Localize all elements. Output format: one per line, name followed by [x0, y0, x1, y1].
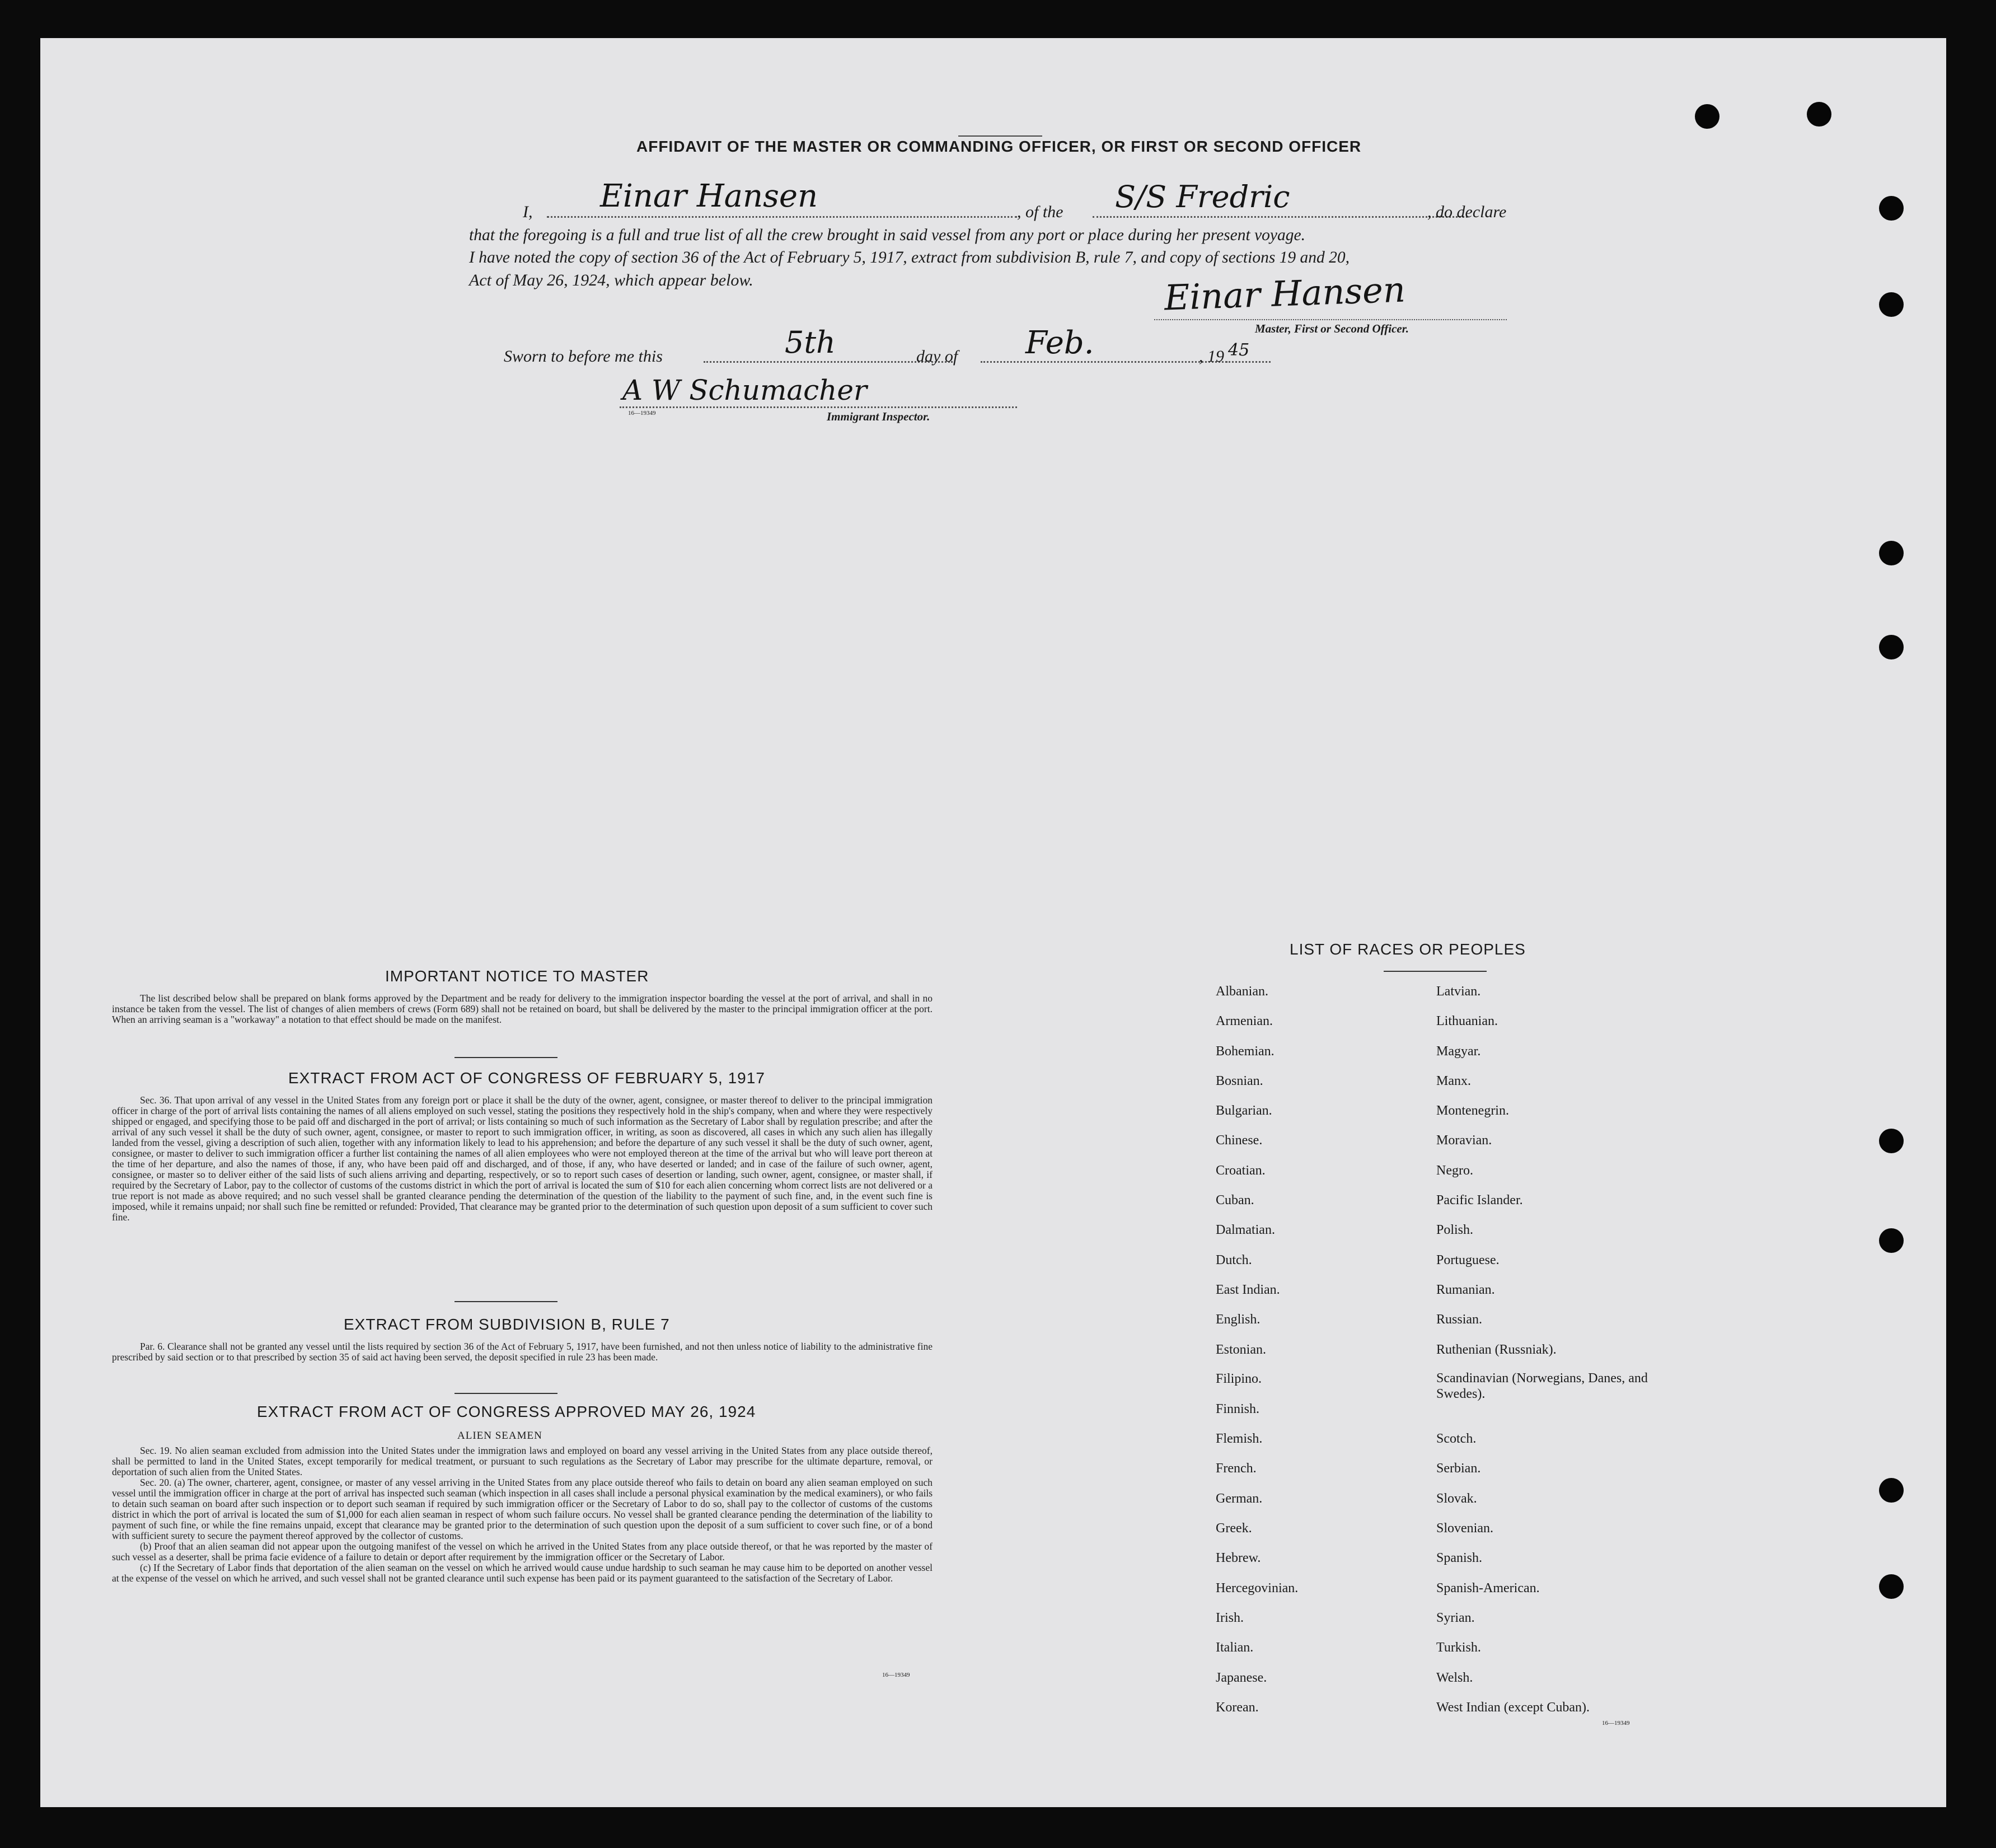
- race-item: Dalmatian.: [1216, 1223, 1275, 1237]
- section-20b-paragraph: (b) Proof that an alien seaman did not appear upon the outgoing manifest of the vessel on which he arrived in the United States from any place outside thereof, or that he was reported by the master of such vessel as a deserter, shall be prima facie evidence of a failure to detain or deport after requirement by the immigration officer or the Secretary of Labor.: [112, 1541, 933, 1562]
- race-item: Turkish.: [1436, 1640, 1481, 1655]
- punch-hole: [1879, 635, 1904, 659]
- race-item: Serbian.: [1436, 1461, 1481, 1476]
- race-item: Cuban.: [1216, 1193, 1254, 1208]
- notice-paragraph: The list described below shall be prepared on blank forms approved by the Department and be ready for delivery to the immigration inspector boarding the vessel at the port of arrival, and shall in no instance be taken from the vessel. The list of changes of alien members of crews (Form 689) shall not be retained on board, but shall be delivered by the master to the principal immigration officer at the port. When an arriving seaman is a "workaway" a notation to that effect should be made on the manifest.: [112, 993, 933, 1025]
- race-item: Hercegovinian.: [1216, 1581, 1299, 1596]
- race-item: Pacific Islander.: [1436, 1193, 1523, 1208]
- race-item: Hebrew.: [1216, 1551, 1261, 1565]
- affidavit-title: AFFIDAVIT OF THE MASTER OR COMMANDING OFFICER, OR FIRST OR SECOND OFFICER: [636, 138, 1362, 155]
- affidavit-line-3: I have noted the copy of section 36 of the Act of February 5, 1917, extract from subdivision B, rule 7, and copy of sections 19 and 20,: [469, 249, 1350, 266]
- race-item: Latvian.: [1436, 984, 1481, 999]
- race-item: Spanish-American.: [1436, 1581, 1540, 1596]
- race-item: Finnish.: [1216, 1402, 1260, 1416]
- races-heading: LIST OF RACES OR PEOPLES: [1290, 941, 1526, 958]
- extract-1917-paragraph: Sec. 36. That upon arrival of any vessel in the United States from any foreign port or place it shall be the duty of the owner, agent, consignee, or master thereof to deliver to the principal immigration officer in charge of the port of arrival lists containing the names of all aliens employed on such vessel, stating the positions they respectively hold in the ship's company, when and where they were respectively shipped or engaged, and specifying those to be paid off and discharged in the port of arrival; or lists containing so much of such information as the Secretary of Labor shall by regulation prescribe; and after the arrival of any such vessel it shall be the duty of such owner, agent, consignee, or master to report to such immigration officer, in writing, as soon as discovered, all cases in which any such alien has illegally landed from the vessel, giving a description of such alien, together with any information likely to lead to his apprehension; and before the departure of any such vessel it shall be the duty of such owner, agent, consignee, or master to deliver to such immigration officer a further list containing the names of all alien employees who were not employed thereon at the time of the arrival but who will leave port thereon at the time of her departure, and also the names of those, if any, who have been paid off and discharged, and of those, if any, who have deserted or landed; and in case of the failure of such owner, agent, consignee, or master so to deliver either of the said lists of such aliens arriving and departing, respectively, or so to report such cases of desertion or landing, such owner, agent, consignee, or master shall, if required by the Secretary of Labor, pay to the collector of customs of the customs district in which the port of arrival is located the sum of $10 for each alien concerning whom correct lists are not delivered or a true report is not made as above required; and no such vessel shall be granted clearance pending the determination of the question of the liability to the payment of such fine, and, in the event such fine is imposed, while it remains unpaid; nor shall such fine be remitted or refunded: Provided, That clearance may be granted prior to the determination of such question upon deposit of a sum sufficient to cover such fine.: [112, 1094, 933, 1223]
- day-of-label: day of: [916, 347, 958, 366]
- year-line: [1226, 361, 1271, 363]
- race-item: Albanian.: [1216, 984, 1268, 999]
- race-item: Rumanian.: [1436, 1283, 1495, 1297]
- race-item: Slovenian.: [1436, 1521, 1493, 1536]
- race-item: Portuguese.: [1436, 1253, 1500, 1267]
- divider: [1384, 971, 1487, 972]
- punch-hole: [1879, 1129, 1904, 1153]
- race-item: Greek.: [1216, 1521, 1252, 1536]
- extract-1917-text: [112, 1095, 933, 1223]
- race-item: Spanish.: [1436, 1551, 1483, 1565]
- month-handwritten: Feb.: [1025, 325, 1094, 361]
- punch-hole: [1879, 541, 1904, 565]
- signature-line: [1154, 319, 1507, 320]
- race-item: Dutch.: [1216, 1253, 1252, 1267]
- divider: [455, 1301, 557, 1302]
- vessel-line: [1093, 216, 1468, 218]
- race-item: Italian.: [1216, 1640, 1254, 1655]
- races-column-1: [1216, 984, 1428, 1768]
- race-item: Negro.: [1436, 1163, 1473, 1178]
- form-number: 16—19349: [628, 410, 656, 417]
- race-item: Scotch.: [1436, 1431, 1477, 1446]
- extract-rule7-heading: EXTRACT FROM SUBDIVISION B, RULE 7: [344, 1316, 670, 1333]
- race-item: Korean.: [1216, 1700, 1259, 1715]
- race-item: German.: [1216, 1491, 1263, 1506]
- race-item: Manx.: [1436, 1074, 1471, 1088]
- race-item: Moravian.: [1436, 1133, 1492, 1148]
- race-item: Bulgarian.: [1216, 1103, 1272, 1118]
- section-20c-paragraph: (c) If the Secretary of Labor finds that deportation of the alien seaman on the vessel on which he arrived would cause undue hardship to such seaman he may cause him to be deported on another vessel at the expense of the vessel on which he arrived, and such vessel shall not be granted clearance until such expense has been paid or its payment guaranteed to the satisfaction of the Secretary of Labor.: [112, 1562, 933, 1584]
- affidavit-line-4: Act of May 26, 1924, which appear below.: [469, 271, 753, 289]
- day-handwritten: 5th: [785, 325, 836, 360]
- race-item: Bosnian.: [1216, 1074, 1263, 1088]
- extract-rule7-paragraph: Par. 6. Clearance shall not be granted any vessel until the lists required by section 36 of the Act of February 5, 1917, have been furnished, and not then unless notice of liability to the administrative fine prescribed by said section or to that prescribed by section 35 of said act having been served, the deposit specified in rule 23 has been made.: [112, 1341, 933, 1363]
- sworn-label: Sworn to before me this: [504, 347, 663, 366]
- race-item: Scandinavian (Norwegians, Danes, and Swedes).: [1436, 1371, 1648, 1401]
- race-item: Russian.: [1436, 1312, 1483, 1327]
- extract-1924-text: [112, 1445, 933, 1584]
- divider: [455, 1057, 557, 1058]
- race-item: Irish.: [1216, 1611, 1244, 1625]
- race-item: East Indian.: [1216, 1283, 1280, 1297]
- inspector-signature: A W Schumacher: [622, 374, 867, 406]
- punch-hole: [1879, 292, 1904, 317]
- race-item: Slovak.: [1436, 1491, 1477, 1506]
- master-signature: Einar Hansen: [1163, 269, 1406, 319]
- race-item: Bohemian.: [1216, 1044, 1275, 1059]
- race-item: Magyar.: [1436, 1044, 1481, 1059]
- race-item: Chinese.: [1216, 1133, 1263, 1148]
- race-item: Polish.: [1436, 1223, 1474, 1237]
- race-item: West Indian (except Cuban).: [1436, 1700, 1590, 1715]
- master-name-line: [547, 216, 1017, 218]
- punch-hole: [1695, 104, 1719, 129]
- race-item: Armenian.: [1216, 1014, 1273, 1028]
- punch-hole: [1807, 102, 1831, 127]
- race-item: Ruthenian (Russniak).: [1436, 1342, 1557, 1357]
- race-item: Japanese.: [1216, 1671, 1267, 1685]
- extract-1917-heading: EXTRACT FROM ACT OF CONGRESS OF FEBRUARY 5, 1917: [288, 1069, 765, 1087]
- affidavit-line-2: that the foregoing is a full and true list of all the crew brought in said vessel from any port or place during her present voyage.: [469, 226, 1305, 244]
- punch-hole: [1879, 196, 1904, 221]
- extract-1924-subheading: ALIEN SEAMEN: [457, 1430, 542, 1442]
- notice-heading: IMPORTANT NOTICE TO MASTER: [385, 967, 649, 985]
- form-number: 16—19349: [882, 1672, 910, 1678]
- race-item: Welsh.: [1436, 1671, 1473, 1685]
- races-column-2: [1436, 984, 1683, 1768]
- race-item: Croatian.: [1216, 1163, 1266, 1178]
- inspector-caption: Immigrant Inspector.: [827, 410, 930, 423]
- extract-1924-heading: EXTRACT FROM ACT OF CONGRESS APPROVED MAY 26, 1924: [257, 1403, 756, 1420]
- do-declare-label: , do declare: [1427, 203, 1507, 221]
- master-name-handwritten: Einar Hansen: [600, 178, 818, 214]
- title-rule: [958, 135, 1042, 137]
- race-item: Lithuanian.: [1436, 1014, 1498, 1028]
- extract-rule7-text: [112, 1341, 933, 1363]
- document-page: [40, 38, 1946, 1807]
- vessel-handwritten: S/S Fredric: [1115, 179, 1290, 214]
- section-19-paragraph: Sec. 19. No alien seaman excluded from admission into the United States under the immigration laws and employed on board any vessel arriving in the United States from any place outside thereof, shall be permitted to land in the United States, except temporarily for medical treatment, or pursuant to such regulations as the Secretary of Labor may prescribe for the ultimate departure, removal, or deportation of such alien from the United States.: [112, 1445, 933, 1477]
- year-label: , 19: [1199, 347, 1224, 366]
- punch-hole: [1879, 1574, 1904, 1599]
- i-label: I,: [523, 203, 533, 221]
- year-handwritten: 45: [1228, 340, 1250, 360]
- race-item: Filipino.: [1216, 1372, 1262, 1386]
- race-item: Montenegrin.: [1436, 1103, 1509, 1118]
- notice-text: [112, 993, 933, 1025]
- race-item: Syrian.: [1436, 1611, 1475, 1625]
- section-20a-paragraph: Sec. 20. (a) The owner, charterer, agent, consignee, or master of any vessel arriving in the United States from any place outside thereof who fails to detain on board any alien seaman employed on such vessel until the immigration officer in charge at the port of arrival has inspected such seaman (which inspection in all cases shall include a personal physical examination by the medical examiners), or who fails to detain such seaman on board after such inspection or to deport such seaman if required by such immigration officer or the Secretary of Labor to do so, shall pay to the collector of customs of the customs district in which the port of arrival is located the sum of $1,000 for each alien seaman in respect of whom such failure occurs. No vessel shall be granted clearance pending the determination of the liability to payment of such fine, or while the fine remains unpaid, except that clearance may be granted prior to the determination of such question upon the deposit of a sum sufficient to cover such fine, or of a bond with sufficient surety to secure the payment thereof approved by the collector of customs.: [112, 1477, 933, 1541]
- signature-caption: Master, First or Second Officer.: [1255, 322, 1409, 335]
- race-item: English.: [1216, 1312, 1261, 1327]
- inspector-line: [620, 406, 1017, 408]
- race-item: French.: [1216, 1461, 1257, 1476]
- day-line: [704, 361, 953, 363]
- race-item: Estonian.: [1216, 1342, 1266, 1357]
- punch-hole: [1879, 1228, 1904, 1253]
- race-item: Flemish.: [1216, 1431, 1263, 1446]
- punch-hole: [1879, 1478, 1904, 1503]
- of-the-label: , of the: [1017, 203, 1063, 221]
- form-number: 16—19349: [1602, 1720, 1630, 1727]
- divider: [455, 1393, 557, 1394]
